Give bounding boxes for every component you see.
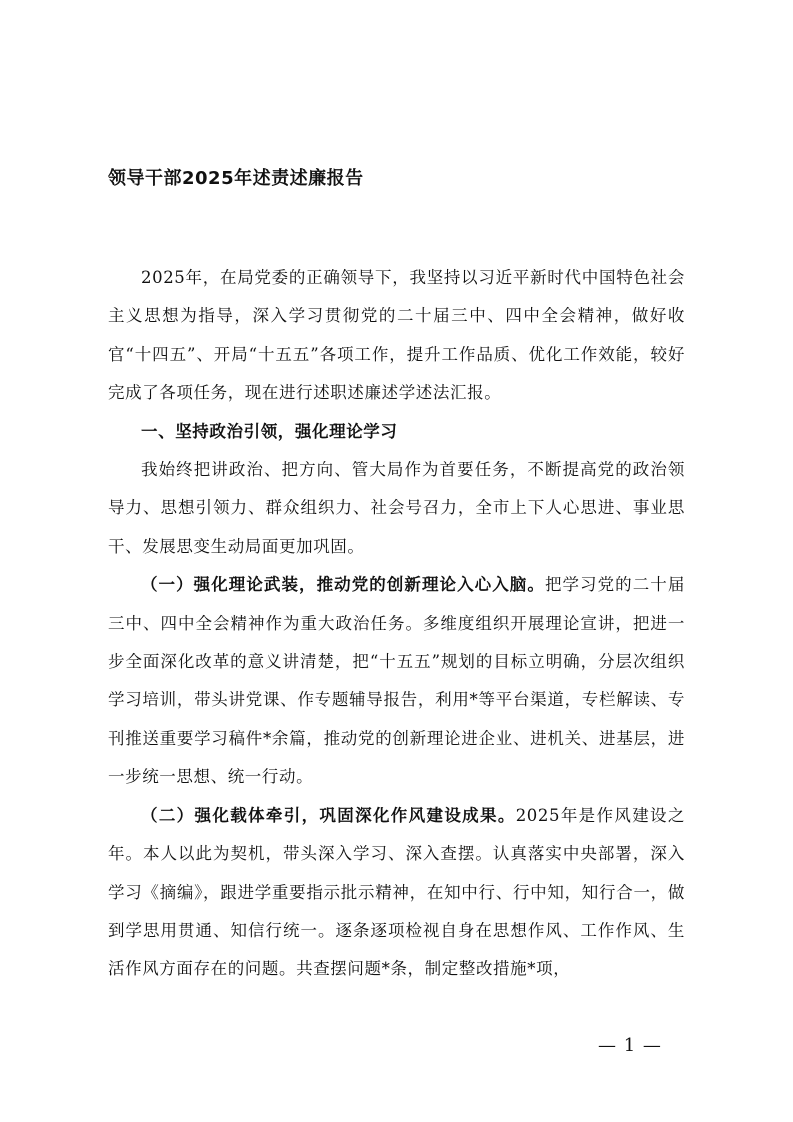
subsection-2-paragraph (108, 797, 685, 989)
intro-paragraph: 2025年，在局党委的正确领导下，我坚持以习近平新时代中国特色社会主义思想为指导，深入学习贯彻党的二十届三中、四中全会精神，做好收官“十四五”、开局“十五五”各项工作，提升工作品质、优化工作效能，较好完成了各项任务，现在进行述职述廉述学述法汇报。 (108, 268, 685, 403)
subsection-1-heading: （一）强化理论武装，推动党的创新理论入心入脑。 (141, 575, 545, 595)
document-body (108, 259, 685, 989)
page-number: — 1 — (598, 1035, 662, 1056)
subsection-1-paragraph (108, 566, 685, 796)
subsection-2-heading: （二）强化载体牵引，巩固深化作风建设成果。 (141, 805, 516, 825)
subsection-1-text: 把学习党的二十届三中、四中全会精神作为重大政治任务。多维度组织开展理论宣讲，把进一步全面深化改革的意义讲清楚，把“十五五”规划的目标立明确，分层次组织学习培训，带头讲党课、作专题辅导报告，利用*等平台渠道，专栏解读、专刊推送重要学习稿件*余篇，推动党的创新理论进企业、进机关、进基层，进一步统一思想、统一行动。 (108, 575, 685, 787)
subsection-2-text: 2025年是作风建设之年。本人以此为契机，带头深入学习、深入查摆。认真落实中央部署，深入学习《摘编》，跟进学重要指示批示精神，在知中行、行中知，知行合一，做到学思用贯通、知信行统一。逐条逐项检视自身在思想作风、工作作风、生活作风方面存在的问题。共查摆问题*条，制定整改措施*项， (108, 805, 685, 979)
document-title: 领导干部2025年述责述廉报告 (108, 168, 364, 189)
section-1-paragraph: 我始终把讲政治、把方向、管大局作为首要任务，不断提高党的政治领导力、思想引领力、群众组织力、社会号召力，全市上下人心思进、事业思干、发展思变生动局面更加巩固。 (108, 460, 685, 556)
section-heading-1: 一、坚持政治引领，强化理论学习 (141, 421, 398, 441)
